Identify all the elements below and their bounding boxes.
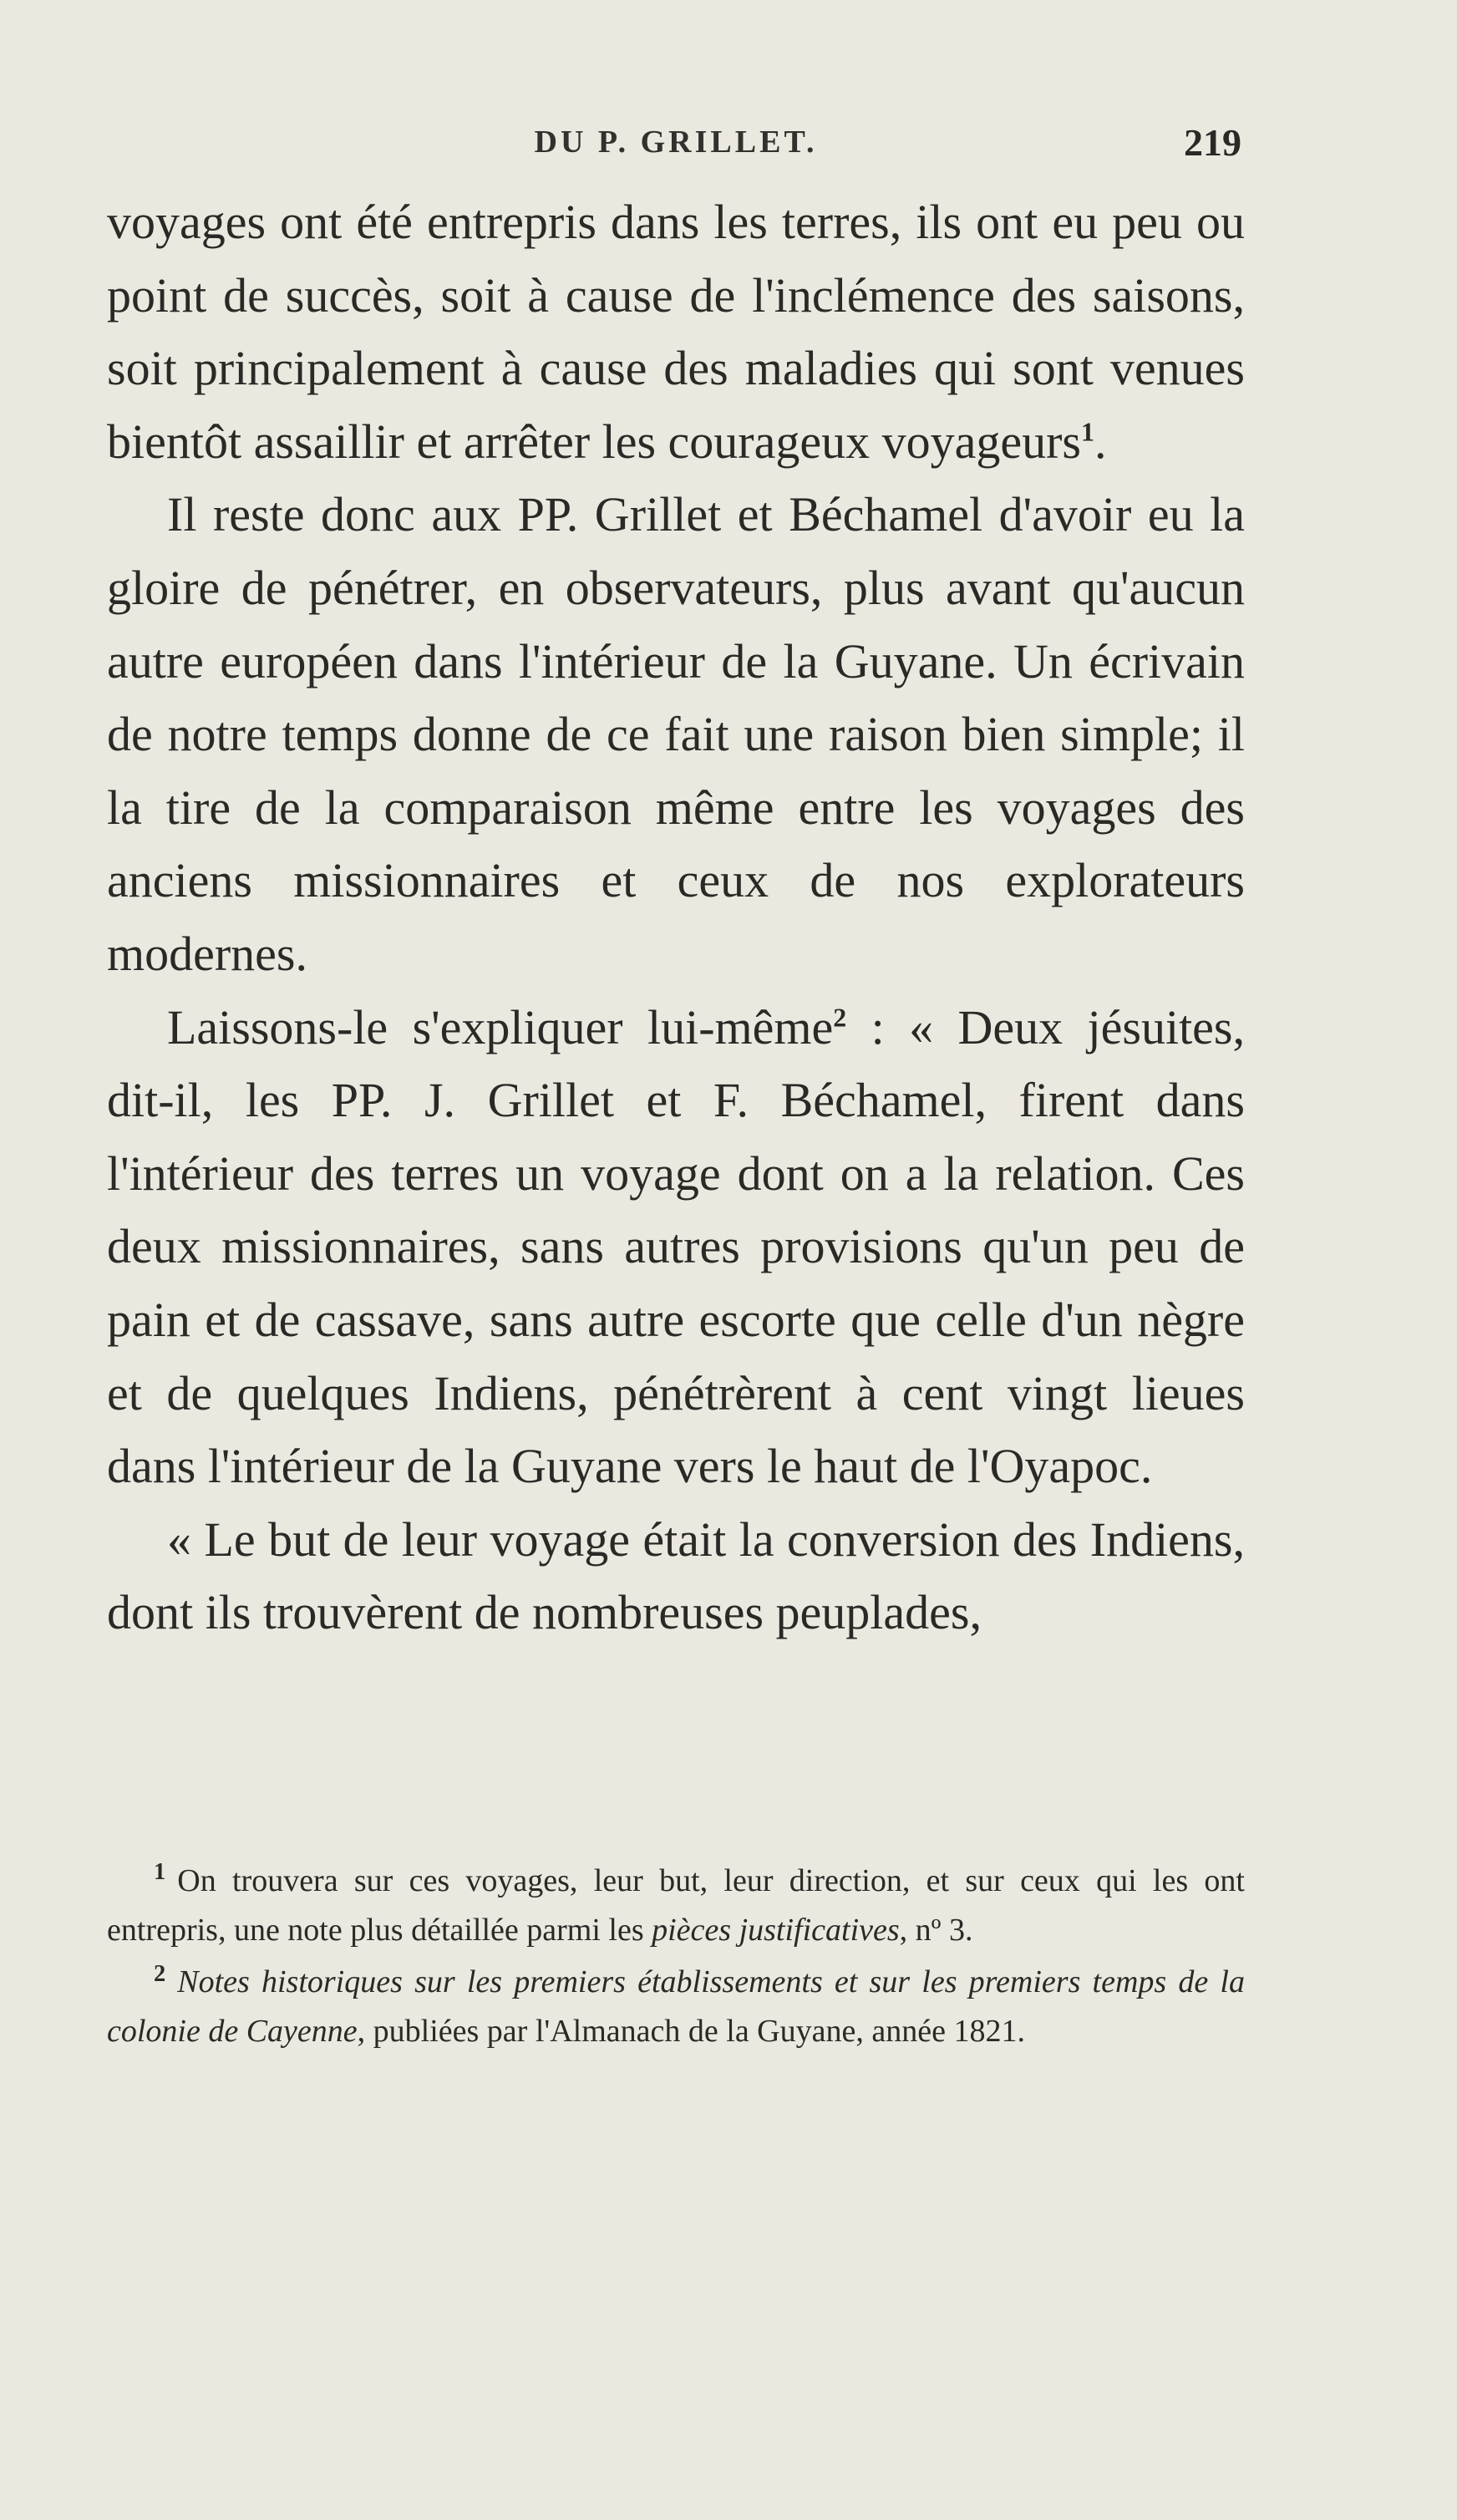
footnote-2 — [107, 1958, 1245, 2055]
footnote-italic-text: Notes historiques sur les premiers établissements et sur les premiers temps de la colonie de Cayenne — [107, 1964, 1245, 2049]
paragraph-text-before: Laissons-le s'expliquer lui-même — [167, 999, 834, 1054]
footnote-ref-1: 1 — [1080, 417, 1094, 447]
paragraph-continued — [107, 185, 1245, 478]
body-text — [107, 185, 1245, 1649]
footnote-italic-text: pièces justificatives — [652, 1912, 900, 1948]
footnote-marker: 2 — [154, 1960, 166, 1987]
paragraph — [107, 1503, 1245, 1649]
paragraph-text: « Le but de leur voyage était la conversion des Indiens, dont ils trouvèrent de nombreuses peuplades, — [107, 1511, 1245, 1640]
running-head — [107, 121, 1245, 174]
paragraph-text-after: : « Deux jésuites, dit-il, les PP. J. Grillet et F. Béchamel, firent dans l'intérieur des terres un voyage dont on a la relation. Ces deux missionnaires, sans autres provisions qu'un peu de pain et de cassave, sans autre escorte que celle d'un nègre et de quelques Indiens, pénétrèrent à cent vingt lieues dans l'intérieur de la Guyane vers le haut de l'Oyapoc. — [107, 999, 1245, 1494]
paragraph-text: voyages ont été entrepris dans les terres, ils ont eu peu ou point de succès, soit à cause de l'inclémence des saisons, soit principalement à cause des maladies qui sont venues bientôt assaillir et arrêter les courageux voyageurs — [107, 195, 1245, 469]
page-number: 219 — [1184, 121, 1241, 164]
footnote-text: On trouvera sur ces voyages, leur but, leur direction, et sur ceux qui les ont entrepris, une note plus détaillée parmi les — [107, 1863, 1245, 1948]
paragraph-end: . — [1094, 414, 1107, 469]
footnote-1 — [107, 1857, 1245, 1954]
paragraph — [107, 991, 1245, 1503]
paragraph — [107, 478, 1245, 990]
footnote-ref-2: 2 — [833, 1003, 847, 1033]
footnote-text-after: , publiées par l'Almanach de la Guyane, année 1821. — [357, 2013, 1025, 2049]
paragraph-text: Il reste donc aux PP. Grillet et Béchamel d'avoir eu la gloire de pénétrer, en observateurs, plus avant qu'aucun autre européen dans l'intérieur de la Guyane. Un écrivain de notre temps donne de ce fait une raison bien simple; il la tire de la comparaison même entre les voyages des anciens missionnaires et ceux de nos explorateurs modernes. — [107, 487, 1245, 981]
footnotes — [107, 1857, 1245, 2055]
footnote-marker: 1 — [154, 1859, 166, 1886]
footnote-text-after: , nº 3. — [899, 1912, 973, 1948]
running-title: DU P. GRILLET. — [534, 124, 818, 160]
